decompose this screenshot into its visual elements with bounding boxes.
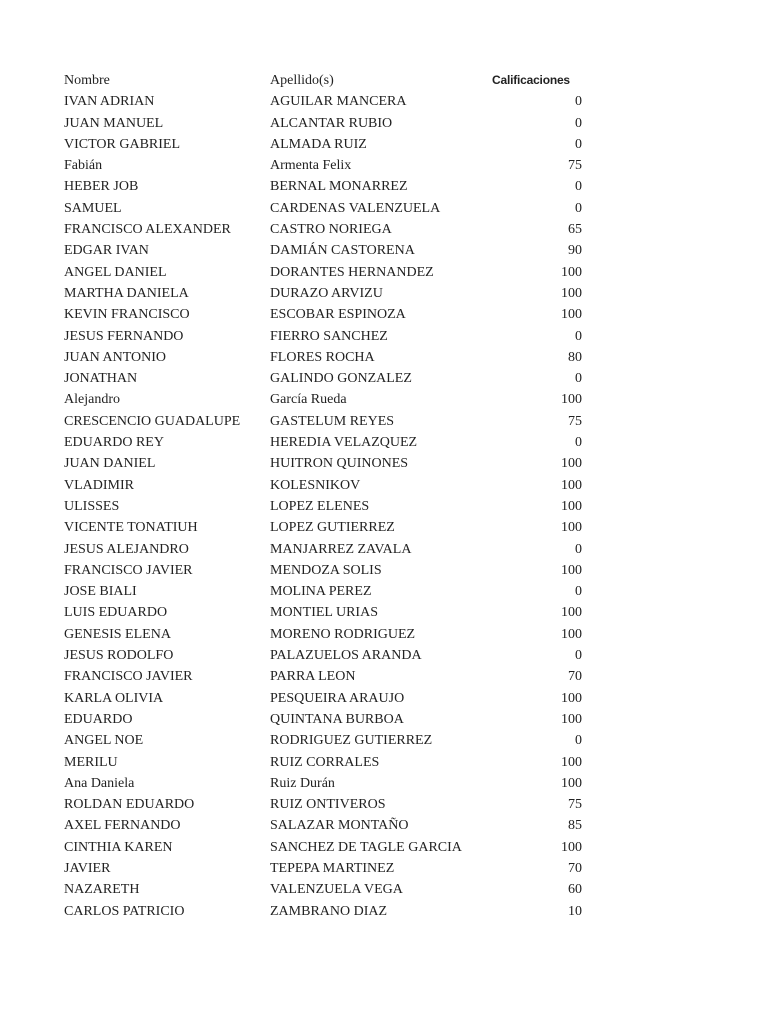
- cell-calificacion: 0: [575, 435, 582, 451]
- table-row: [64, 389, 582, 410]
- cell-apellidos: DORANTES HERNANDEZ: [270, 264, 434, 280]
- cell-apellidos: SANCHEZ DE TAGLE GARCIA: [270, 839, 462, 855]
- cell-nombre: ULISSES: [64, 498, 120, 514]
- table-row: [64, 666, 582, 687]
- cell-nombre: CINTHIA KAREN: [64, 839, 173, 855]
- cell-apellidos: KOLESNIKOV: [270, 477, 361, 493]
- cell-nombre: SAMUEL: [64, 200, 122, 216]
- cell-apellidos: RODRIGUEZ GUTIERREZ: [270, 733, 433, 749]
- header-apellidos: Apellido(s): [270, 73, 334, 88]
- cell-nombre: JESUS RODOLFO: [64, 648, 174, 664]
- table-row: [64, 368, 582, 389]
- table-row: [64, 815, 582, 836]
- cell-nombre: JESUS ALEJANDRO: [64, 541, 189, 557]
- cell-nombre: KEVIN FRANCISCO: [64, 307, 190, 323]
- cell-calificacion: 75: [568, 158, 582, 174]
- cell-calificacion: 80: [568, 349, 582, 365]
- cell-nombre: LUIS EDUARDO: [64, 605, 168, 621]
- cell-nombre: NAZARETH: [64, 882, 140, 898]
- table-row: [64, 901, 582, 922]
- cell-calificacion: 0: [575, 541, 582, 557]
- cell-nombre: Ana Daniela: [64, 775, 135, 791]
- cell-apellidos: MENDOZA SOLIS: [270, 562, 382, 578]
- table-row: [64, 326, 582, 347]
- table-row: [64, 773, 582, 794]
- cell-calificacion: 0: [575, 200, 582, 216]
- table-row: [64, 347, 582, 368]
- cell-calificacion: 100: [561, 626, 582, 642]
- table-row: [64, 581, 582, 602]
- table-row: [64, 730, 582, 751]
- cell-apellidos: MANJARREZ ZAVALA: [270, 541, 412, 557]
- table-row: [64, 176, 582, 197]
- cell-apellidos: ESCOBAR ESPINOZA: [270, 307, 406, 323]
- table-row: [64, 752, 582, 773]
- cell-calificacion: 100: [561, 456, 582, 472]
- cell-apellidos: MOLINA PEREZ: [270, 584, 372, 600]
- cell-nombre: CRESCENCIO GUADALUPE: [64, 413, 241, 429]
- cell-nombre: VICTOR GABRIEL: [64, 136, 181, 152]
- table-row: [64, 475, 582, 496]
- cell-apellidos: SALAZAR MONTAÑO: [270, 818, 409, 834]
- cell-apellidos: MONTIEL URIAS: [270, 605, 378, 621]
- cell-calificacion: 0: [575, 733, 582, 749]
- cell-calificacion: 0: [575, 136, 582, 152]
- cell-nombre: JONATHAN: [64, 371, 138, 387]
- cell-calificacion: 100: [561, 711, 582, 727]
- cell-apellidos: RUIZ CORRALES: [270, 754, 380, 770]
- cell-calificacion: 70: [568, 669, 582, 685]
- cell-calificacion: 0: [575, 328, 582, 344]
- cell-nombre: VLADIMIR: [64, 477, 134, 493]
- cell-calificacion: 0: [575, 115, 582, 131]
- grades-table: [64, 70, 582, 922]
- cell-apellidos: ALMADA RUIZ: [270, 136, 367, 152]
- cell-nombre: ROLDAN EDUARDO: [64, 797, 195, 813]
- table-row: [64, 624, 582, 645]
- table-row: [64, 496, 582, 517]
- header-nombre: Nombre: [64, 73, 110, 88]
- cell-apellidos: HUITRON QUINONES: [270, 456, 409, 472]
- cell-apellidos: VALENZUELA VEGA: [270, 882, 403, 898]
- cell-calificacion: 100: [561, 690, 582, 706]
- cell-nombre: ANGEL DANIEL: [64, 264, 167, 280]
- cell-calificacion: 100: [561, 477, 582, 493]
- cell-nombre: FRANCISCO ALEXANDER: [64, 222, 231, 238]
- cell-calificacion: 100: [561, 392, 582, 408]
- cell-calificacion: 100: [561, 839, 582, 855]
- table-row: [64, 432, 582, 453]
- cell-calificacion: 75: [568, 797, 582, 813]
- table-row: [64, 283, 582, 304]
- cell-apellidos: FIERRO SANCHEZ: [270, 328, 388, 344]
- cell-calificacion: 100: [561, 498, 582, 514]
- cell-calificacion: 100: [561, 264, 582, 280]
- cell-apellidos: LOPEZ ELENES: [270, 498, 370, 514]
- cell-calificacion: 85: [568, 818, 582, 834]
- cell-calificacion: 90: [568, 243, 582, 259]
- cell-nombre: EDUARDO: [64, 711, 133, 727]
- table-row: [64, 688, 582, 709]
- cell-apellidos: LOPEZ GUTIERREZ: [270, 520, 395, 536]
- cell-nombre: JUAN ANTONIO: [64, 349, 167, 365]
- cell-calificacion: 100: [561, 307, 582, 323]
- cell-calificacion: 0: [575, 648, 582, 664]
- cell-apellidos: Ruiz Durán: [270, 775, 335, 791]
- header-row: [64, 70, 582, 91]
- cell-apellidos: QUINTANA BURBOA: [270, 711, 404, 727]
- table-row: [64, 134, 582, 155]
- cell-apellidos: CASTRO NORIEGA: [270, 222, 392, 238]
- cell-calificacion: 65: [568, 222, 582, 238]
- cell-apellidos: CARDENAS VALENZUELA: [270, 200, 441, 216]
- cell-nombre: VICENTE TONATIUH: [64, 520, 198, 536]
- cell-nombre: IVAN ADRIAN: [64, 94, 155, 110]
- cell-nombre: FRANCISCO JAVIER: [64, 669, 193, 685]
- cell-apellidos: ALCANTAR RUBIO: [270, 115, 393, 131]
- cell-apellidos: GALINDO GONZALEZ: [270, 371, 412, 387]
- table-row: [64, 198, 582, 219]
- table-row: [64, 858, 582, 879]
- table-row: [64, 453, 582, 474]
- cell-apellidos: TEPEPA MARTINEZ: [270, 860, 395, 876]
- cell-apellidos: DURAZO ARVIZU: [270, 285, 383, 301]
- table-row: [64, 602, 582, 623]
- cell-apellidos: RUIZ ONTIVEROS: [270, 797, 386, 813]
- cell-calificacion: 0: [575, 371, 582, 387]
- header-calificaciones: Calificaciones: [492, 73, 570, 87]
- cell-apellidos: ZAMBRANO DIAZ: [270, 903, 388, 919]
- table-row: [64, 560, 582, 581]
- cell-nombre: EDGAR IVAN: [64, 243, 149, 259]
- table-row: [64, 517, 582, 538]
- cell-apellidos: PARRA LEON: [270, 669, 356, 685]
- cell-nombre: JAVIER: [64, 860, 111, 876]
- cell-nombre: HEBER JOB: [64, 179, 139, 195]
- table-row: [64, 155, 582, 176]
- table-row: [64, 91, 582, 112]
- cell-calificacion: 10: [568, 903, 582, 919]
- cell-apellidos: BERNAL MONARREZ: [270, 179, 408, 195]
- table-row: [64, 539, 582, 560]
- table-body: [64, 91, 582, 922]
- cell-apellidos: FLORES ROCHA: [270, 349, 375, 365]
- table-row: [64, 645, 582, 666]
- cell-nombre: JOSE BIALI: [64, 584, 137, 600]
- cell-calificacion: 100: [561, 520, 582, 536]
- cell-apellidos: HEREDIA VELAZQUEZ: [270, 435, 418, 451]
- cell-nombre: JUAN MANUEL: [64, 115, 164, 131]
- cell-apellidos: GASTELUM REYES: [270, 413, 395, 429]
- cell-nombre: CARLOS PATRICIO: [64, 903, 185, 919]
- cell-apellidos: MORENO RODRIGUEZ: [270, 626, 416, 642]
- cell-nombre: KARLA OLIVIA: [64, 690, 164, 706]
- cell-nombre: MARTHA DANIELA: [64, 285, 189, 301]
- table-row: [64, 709, 582, 730]
- table-row: [64, 219, 582, 240]
- table-row: [64, 262, 582, 283]
- cell-nombre: GENESIS ELENA: [64, 626, 171, 642]
- table-row: [64, 794, 582, 815]
- cell-nombre: AXEL FERNANDO: [64, 818, 181, 834]
- table-row: [64, 304, 582, 325]
- cell-nombre: ANGEL NOE: [64, 733, 144, 749]
- cell-nombre: FRANCISCO JAVIER: [64, 562, 193, 578]
- cell-apellidos: AGUILAR MANCERA: [270, 94, 407, 110]
- cell-nombre: Fabián: [64, 158, 103, 174]
- cell-calificacion: 100: [561, 754, 582, 770]
- cell-calificacion: 70: [568, 860, 582, 876]
- cell-calificacion: 100: [561, 775, 582, 791]
- cell-nombre: EDUARDO REY: [64, 435, 164, 451]
- cell-apellidos: PALAZUELOS ARANDA: [270, 648, 422, 664]
- cell-calificacion: 75: [568, 413, 582, 429]
- cell-apellidos: Armenta Felix: [270, 158, 352, 174]
- cell-calificacion: 0: [575, 179, 582, 195]
- table-row: [64, 837, 582, 858]
- cell-apellidos: DAMIÁN CASTORENA: [270, 243, 415, 259]
- cell-calificacion: 100: [561, 562, 582, 578]
- cell-nombre: JUAN DANIEL: [64, 456, 156, 472]
- cell-apellidos: García Rueda: [270, 392, 347, 408]
- cell-calificacion: 60: [568, 882, 582, 898]
- cell-calificacion: 0: [575, 94, 582, 110]
- table-row: [64, 240, 582, 261]
- cell-apellidos: PESQUEIRA ARAUJO: [270, 690, 405, 706]
- cell-calificacion: 100: [561, 605, 582, 621]
- cell-calificacion: 100: [561, 285, 582, 301]
- cell-nombre: JESUS FERNANDO: [64, 328, 184, 344]
- table-row: [64, 113, 582, 134]
- table-row: [64, 879, 582, 900]
- cell-nombre: Alejandro: [64, 392, 120, 408]
- table-row: [64, 411, 582, 432]
- cell-nombre: MERILU: [64, 754, 118, 770]
- cell-calificacion: 0: [575, 584, 582, 600]
